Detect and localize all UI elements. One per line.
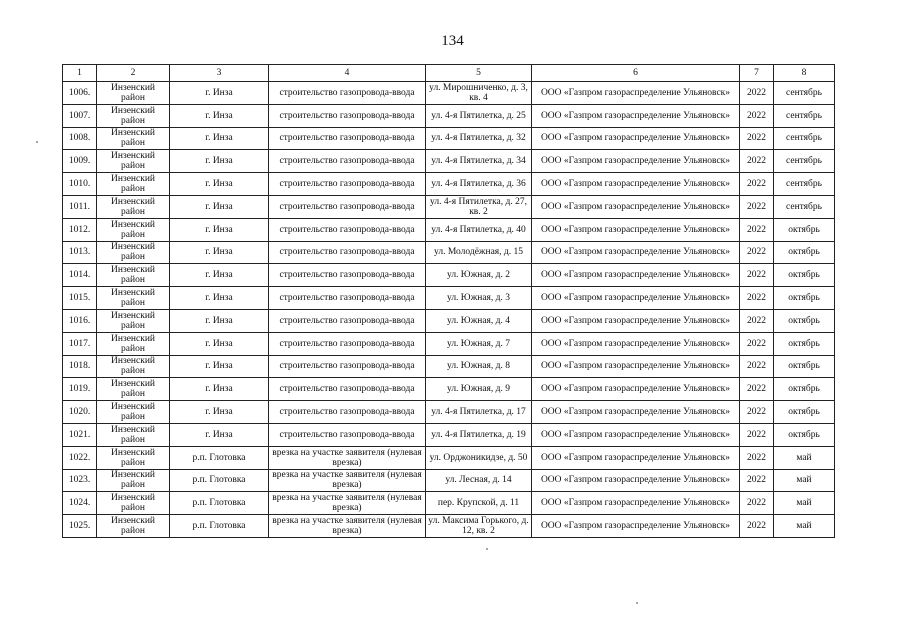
table-row xyxy=(63,492,835,515)
row-number: 1009. xyxy=(63,150,97,173)
table-row xyxy=(63,446,835,469)
row-number: 1017. xyxy=(63,332,97,355)
column-header: 8 xyxy=(774,65,835,82)
organization-cell: ООО «Газпром газораспределение Ульяновск» xyxy=(532,423,740,446)
column-header: 6 xyxy=(532,65,740,82)
row-number: 1011. xyxy=(63,195,97,218)
organization-cell: ООО «Газпром газораспределение Ульяновск» xyxy=(532,173,740,196)
row-number: 1015. xyxy=(63,287,97,310)
organization-cell: ООО «Газпром газораспределение Ульяновск» xyxy=(532,309,740,332)
month-cell: октябрь xyxy=(774,241,835,264)
month-cell: сентябрь xyxy=(774,127,835,150)
row-number: 1022. xyxy=(63,446,97,469)
table-row xyxy=(63,241,835,264)
locality-cell: г. Инза xyxy=(170,150,269,173)
row-number: 1025. xyxy=(63,515,97,538)
district-cell: Инзенский район xyxy=(97,82,170,105)
row-number: 1008. xyxy=(63,127,97,150)
locality-cell: г. Инза xyxy=(170,127,269,150)
year-cell: 2022 xyxy=(740,218,774,241)
gasification-table xyxy=(62,64,835,538)
row-number: 1016. xyxy=(63,309,97,332)
table-row xyxy=(63,173,835,196)
address-cell: ул. Южная, д. 4 xyxy=(426,309,532,332)
address-cell: ул. 4-я Пятилетка, д. 19 xyxy=(426,423,532,446)
table-row xyxy=(63,104,835,127)
year-cell: 2022 xyxy=(740,515,774,538)
district-cell: Инзенский район xyxy=(97,264,170,287)
work-type-cell: строительство газопровода-ввода xyxy=(269,195,426,218)
district-cell: Инзенский район xyxy=(97,127,170,150)
address-cell: ул. Южная, д. 3 xyxy=(426,287,532,310)
row-number: 1020. xyxy=(63,401,97,424)
work-type-cell: строительство газопровода-ввода xyxy=(269,378,426,401)
district-cell: Инзенский район xyxy=(97,287,170,310)
address-cell: ул. Максима Горького, д. 12, кв. 2 xyxy=(426,515,532,538)
month-cell: октябрь xyxy=(774,332,835,355)
organization-cell: ООО «Газпром газораспределение Ульяновск» xyxy=(532,127,740,150)
row-number: 1010. xyxy=(63,173,97,196)
year-cell: 2022 xyxy=(740,127,774,150)
year-cell: 2022 xyxy=(740,401,774,424)
organization-cell: ООО «Газпром газораспределение Ульяновск» xyxy=(532,82,740,105)
table-row xyxy=(63,309,835,332)
month-cell: октябрь xyxy=(774,264,835,287)
row-number: 1014. xyxy=(63,264,97,287)
table-row xyxy=(63,150,835,173)
row-number: 1013. xyxy=(63,241,97,264)
work-type-cell: строительство газопровода-ввода xyxy=(269,173,426,196)
work-type-cell: врезка на участке заявителя (нулевая врезка) xyxy=(269,469,426,492)
page-number: 134 xyxy=(441,33,464,49)
locality-cell: г. Инза xyxy=(170,218,269,241)
work-type-cell: строительство газопровода-ввода xyxy=(269,309,426,332)
work-type-cell: врезка на участке заявителя (нулевая врезка) xyxy=(269,446,426,469)
address-cell: ул. 4-я Пятилетка, д. 17 xyxy=(426,401,532,424)
organization-cell: ООО «Газпром газораспределение Ульяновск» xyxy=(532,287,740,310)
year-cell: 2022 xyxy=(740,423,774,446)
organization-cell: ООО «Газпром газораспределение Ульяновск» xyxy=(532,264,740,287)
organization-cell: ООО «Газпром газораспределение Ульяновск» xyxy=(532,469,740,492)
year-cell: 2022 xyxy=(740,492,774,515)
locality-cell: г. Инза xyxy=(170,287,269,310)
district-cell: Инзенский район xyxy=(97,150,170,173)
locality-cell: г. Инза xyxy=(170,264,269,287)
work-type-cell: строительство газопровода-ввода xyxy=(269,82,426,105)
month-cell: октябрь xyxy=(774,378,835,401)
address-cell: ул. Мирошниченко, д. 3, кв. 4 xyxy=(426,82,532,105)
year-cell: 2022 xyxy=(740,150,774,173)
work-type-cell: строительство газопровода-ввода xyxy=(269,355,426,378)
organization-cell: ООО «Газпром газораспределение Ульяновск» xyxy=(532,492,740,515)
work-type-cell: строительство газопровода-ввода xyxy=(269,218,426,241)
table-row xyxy=(63,332,835,355)
row-number: 1012. xyxy=(63,218,97,241)
work-type-cell: врезка на участке заявителя (нулевая врезка) xyxy=(269,492,426,515)
locality-cell: г. Инза xyxy=(170,82,269,105)
locality-cell: р.п. Глотовка xyxy=(170,492,269,515)
address-cell: пер. Крупской, д. 11 xyxy=(426,492,532,515)
year-cell: 2022 xyxy=(740,332,774,355)
row-number: 1006. xyxy=(63,82,97,105)
column-header: 1 xyxy=(63,65,97,82)
work-type-cell: строительство газопровода-ввода xyxy=(269,287,426,310)
work-type-cell: строительство газопровода-ввода xyxy=(269,241,426,264)
row-number: 1018. xyxy=(63,355,97,378)
district-cell: Инзенский район xyxy=(97,378,170,401)
district-cell: Инзенский район xyxy=(97,332,170,355)
year-cell: 2022 xyxy=(740,355,774,378)
work-type-cell: строительство газопровода-ввода xyxy=(269,150,426,173)
table-row xyxy=(63,287,835,310)
address-cell: ул. 4-я Пятилетка, д. 32 xyxy=(426,127,532,150)
locality-cell: г. Инза xyxy=(170,332,269,355)
district-cell: Инзенский район xyxy=(97,492,170,515)
month-cell: сентябрь xyxy=(774,82,835,105)
district-cell: Инзенский район xyxy=(97,104,170,127)
scan-speck xyxy=(486,548,488,550)
locality-cell: г. Инза xyxy=(170,104,269,127)
locality-cell: р.п. Глотовка xyxy=(170,515,269,538)
year-cell: 2022 xyxy=(740,241,774,264)
district-cell: Инзенский район xyxy=(97,218,170,241)
row-number: 1023. xyxy=(63,469,97,492)
district-cell: Инзенский район xyxy=(97,355,170,378)
column-header: 7 xyxy=(740,65,774,82)
year-cell: 2022 xyxy=(740,104,774,127)
table-row xyxy=(63,218,835,241)
column-number-row xyxy=(63,65,835,82)
table-row xyxy=(63,195,835,218)
district-cell: Инзенский район xyxy=(97,401,170,424)
address-cell: ул. Южная, д. 2 xyxy=(426,264,532,287)
organization-cell: ООО «Газпром газораспределение Ульяновск» xyxy=(532,104,740,127)
locality-cell: г. Инза xyxy=(170,195,269,218)
month-cell: октябрь xyxy=(774,287,835,310)
work-type-cell: строительство газопровода-ввода xyxy=(269,401,426,424)
address-cell: ул. 4-я Пятилетка, д. 34 xyxy=(426,150,532,173)
work-type-cell: строительство газопровода-ввода xyxy=(269,332,426,355)
year-cell: 2022 xyxy=(740,82,774,105)
row-number: 1024. xyxy=(63,492,97,515)
organization-cell: ООО «Газпром газораспределение Ульяновск» xyxy=(532,401,740,424)
column-header: 3 xyxy=(170,65,269,82)
table-row xyxy=(63,378,835,401)
address-cell: ул. 4-я Пятилетка, д. 27, кв. 2 xyxy=(426,195,532,218)
month-cell: май xyxy=(774,469,835,492)
organization-cell: ООО «Газпром газораспределение Ульяновск» xyxy=(532,218,740,241)
month-cell: сентябрь xyxy=(774,104,835,127)
locality-cell: г. Инза xyxy=(170,401,269,424)
work-type-cell: врезка на участке заявителя (нулевая врезка) xyxy=(269,515,426,538)
organization-cell: ООО «Газпром газораспределение Ульяновск» xyxy=(532,332,740,355)
address-cell: ул. 4-я Пятилетка, д. 36 xyxy=(426,173,532,196)
row-number: 1019. xyxy=(63,378,97,401)
organization-cell: ООО «Газпром газораспределение Ульяновск» xyxy=(532,150,740,173)
month-cell: сентябрь xyxy=(774,195,835,218)
work-type-cell: строительство газопровода-ввода xyxy=(269,264,426,287)
month-cell: октябрь xyxy=(774,401,835,424)
organization-cell: ООО «Газпром газораспределение Ульяновск» xyxy=(532,355,740,378)
district-cell: Инзенский район xyxy=(97,241,170,264)
month-cell: октябрь xyxy=(774,355,835,378)
year-cell: 2022 xyxy=(740,309,774,332)
locality-cell: г. Инза xyxy=(170,241,269,264)
table-row xyxy=(63,355,835,378)
column-header: 5 xyxy=(426,65,532,82)
locality-cell: р.п. Глотовка xyxy=(170,469,269,492)
district-cell: Инзенский район xyxy=(97,469,170,492)
year-cell: 2022 xyxy=(740,446,774,469)
row-number: 1021. xyxy=(63,423,97,446)
address-cell: ул. Южная, д. 8 xyxy=(426,355,532,378)
scan-speck xyxy=(36,141,38,143)
locality-cell: р.п. Глотовка xyxy=(170,446,269,469)
year-cell: 2022 xyxy=(740,195,774,218)
year-cell: 2022 xyxy=(740,173,774,196)
organization-cell: ООО «Газпром газораспределение Ульяновск» xyxy=(532,378,740,401)
month-cell: октябрь xyxy=(774,218,835,241)
month-cell: октябрь xyxy=(774,309,835,332)
locality-cell: г. Инза xyxy=(170,378,269,401)
year-cell: 2022 xyxy=(740,264,774,287)
address-cell: ул. Южная, д. 9 xyxy=(426,378,532,401)
organization-cell: ООО «Газпром газораспределение Ульяновск» xyxy=(532,446,740,469)
district-cell: Инзенский район xyxy=(97,446,170,469)
organization-cell: ООО «Газпром газораспределение Ульяновск» xyxy=(532,195,740,218)
year-cell: 2022 xyxy=(740,378,774,401)
locality-cell: г. Инза xyxy=(170,355,269,378)
address-cell: ул. 4-я Пятилетка, д. 25 xyxy=(426,104,532,127)
locality-cell: г. Инза xyxy=(170,423,269,446)
district-cell: Инзенский район xyxy=(97,195,170,218)
month-cell: сентябрь xyxy=(774,173,835,196)
table-body xyxy=(63,82,835,538)
year-cell: 2022 xyxy=(740,287,774,310)
work-type-cell: строительство газопровода-ввода xyxy=(269,127,426,150)
table-row xyxy=(63,423,835,446)
scan-speck xyxy=(636,602,638,604)
month-cell: май xyxy=(774,492,835,515)
table-row xyxy=(63,82,835,105)
organization-cell: ООО «Газпром газораспределение Ульяновск» xyxy=(532,515,740,538)
table-row xyxy=(63,264,835,287)
column-header: 2 xyxy=(97,65,170,82)
locality-cell: г. Инза xyxy=(170,309,269,332)
work-type-cell: строительство газопровода-ввода xyxy=(269,104,426,127)
address-cell: ул. Молодёжная, д. 15 xyxy=(426,241,532,264)
row-number: 1007. xyxy=(63,104,97,127)
year-cell: 2022 xyxy=(740,469,774,492)
month-cell: октябрь xyxy=(774,423,835,446)
table-row xyxy=(63,515,835,538)
month-cell: сентябрь xyxy=(774,150,835,173)
month-cell: май xyxy=(774,446,835,469)
table-row xyxy=(63,469,835,492)
district-cell: Инзенский район xyxy=(97,515,170,538)
work-type-cell: строительство газопровода-ввода xyxy=(269,423,426,446)
organization-cell: ООО «Газпром газораспределение Ульяновск» xyxy=(532,241,740,264)
month-cell: май xyxy=(774,515,835,538)
address-cell: ул. 4-я Пятилетка, д. 40 xyxy=(426,218,532,241)
district-cell: Инзенский район xyxy=(97,173,170,196)
district-cell: Инзенский район xyxy=(97,423,170,446)
address-cell: ул. Орджоникидзе, д. 50 xyxy=(426,446,532,469)
address-cell: ул. Южная, д. 7 xyxy=(426,332,532,355)
locality-cell: г. Инза xyxy=(170,173,269,196)
district-cell: Инзенский район xyxy=(97,309,170,332)
table-row xyxy=(63,127,835,150)
address-cell: ул. Лесная, д. 14 xyxy=(426,469,532,492)
column-header: 4 xyxy=(269,65,426,82)
table-row xyxy=(63,401,835,424)
